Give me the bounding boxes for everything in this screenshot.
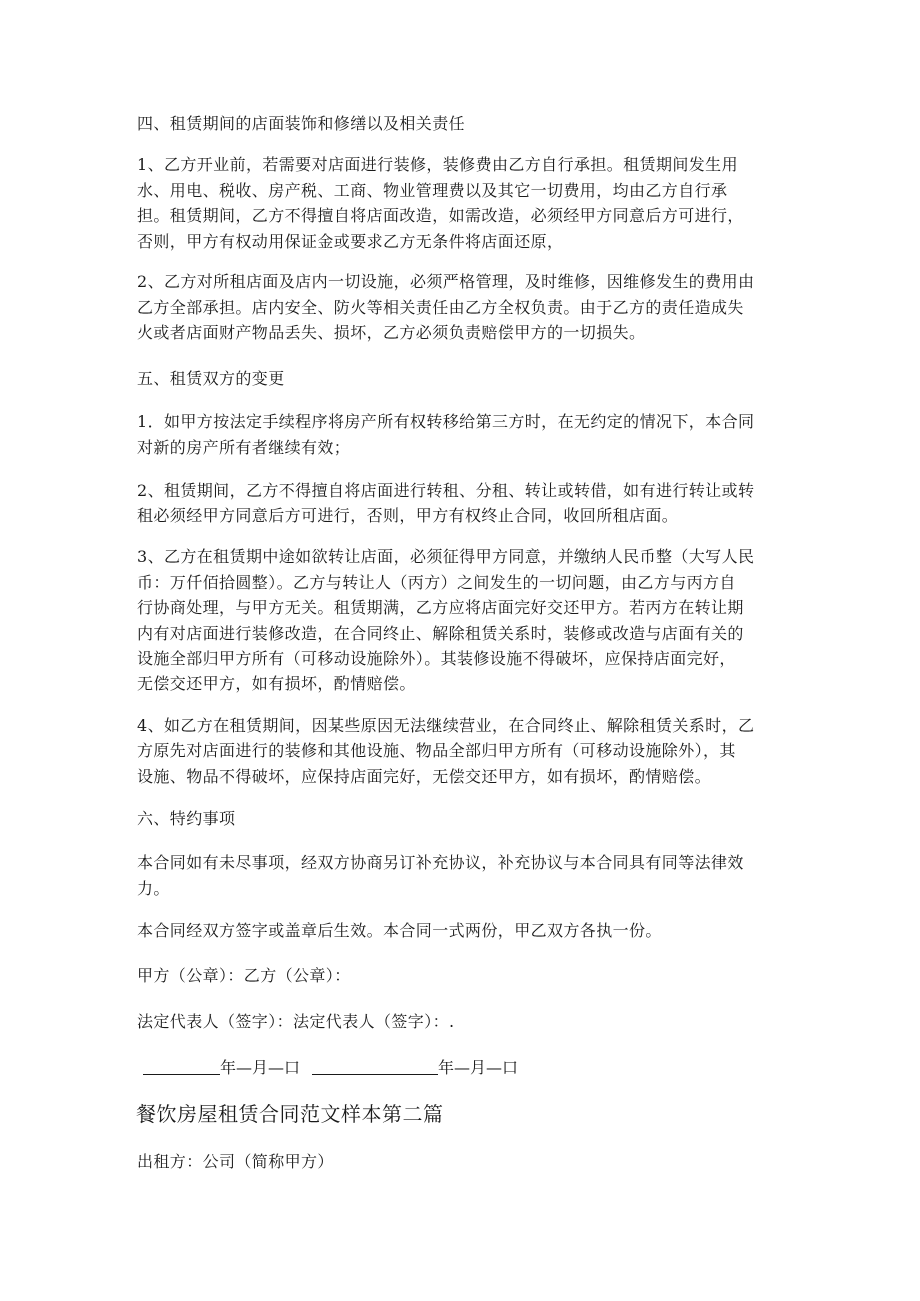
paragraph-line: 否则，甲方有权动用保证金或要求乙方无条件将店面还原， [137, 232, 564, 251]
paragraph-line: 本合同如有未尽事项，经双方协商另订补充协议，补充协议与本合同具有同等法律效 [137, 853, 744, 872]
paragraph-line: 火或者店面财产物品丢失、损坏，乙方必须负责赔偿甲方的一切损失。 [137, 323, 646, 342]
date-blank [312, 1058, 438, 1075]
paragraph-line: 设施全部归甲方所有（可移动设施除外）。其装修设施不得破坏，应保持店面完好， [137, 649, 736, 668]
signature-party-line: 甲方（公章）：乙方（公章）： [137, 966, 351, 985]
paragraph-line: 1、乙方开业前，若需要对店面进行装修，装修费由乙方自行承担。租赁期间发生用 [137, 155, 738, 174]
paragraph-line: 无偿交还甲方，如有损坏，酌情赔偿。 [137, 674, 416, 693]
paragraph-line: 3、乙方在租赁期中途如欲转让店面，必须征得甲方同意，并缴纳人民币整（大写人民 [137, 547, 755, 566]
paragraph-line: 1．如甲方按法定手续程序将房产所有权转移给第三方时，在无约定的情况下，本合同 [137, 412, 755, 431]
paragraph-line: 对新的房产所有者继续有效； [137, 438, 351, 457]
date-text-first: 年—月—口 [220, 1058, 301, 1077]
paragraph-line: 2、租赁期间，乙方不得擅自将店面进行转租、分租、转让或转借，如有进行转让或转 [137, 481, 755, 500]
paragraph-line: 2、乙方对所租店面及店内一切设施，必须严格管理，及时维修，因维修发生的费用由 [137, 272, 755, 291]
paragraph-line: 本合同经双方签字或盖章后生效。本合同一式两份，甲乙双方各执一份。 [137, 921, 662, 940]
paragraph-line: 内有对店面进行装修改造，在合同终止、解除租赁关系时，装修或改造与店面有关的 [137, 624, 744, 643]
date-text-second: 年—月—口 [438, 1058, 519, 1077]
paragraph-line: 租必须经甲方同意后方可进行，否则，甲方有权终止合同，收回所租店面。 [137, 506, 679, 525]
heading-section-6: 六、特约事项 [137, 809, 236, 828]
heading-section-5: 五、租赁双方的变更 [137, 369, 285, 388]
paragraph-line: 出租方：公司（简称甲方） [137, 1152, 334, 1171]
heading-section-4: 四、租赁期间的店面装饰和修缮以及相关责任 [137, 114, 466, 133]
paragraph-line: 4、如乙方在租赁期间，因某些原因无法继续营业，在合同终止、解除租赁关系时，乙 [137, 716, 755, 735]
paragraph-line: 力。 [137, 879, 170, 898]
paragraph-line: 乙方全部承担。店内安全、防火等相关责任由乙方全权负责。由于乙方的责任造成失 [137, 298, 744, 317]
section-title: 餐饮房屋租赁合同范文样本第二篇 [136, 1102, 444, 1126]
paragraph-line: 水、用电、税收、房产税、工商、物业管理费以及其它一切费用，均由乙方自行承 [137, 181, 728, 200]
paragraph-line: 担。租赁期间，乙方不得擅自将店面改造，如需改造，必须经甲方同意后方可进行， [137, 206, 744, 225]
signature-date-row [143, 1056, 518, 1078]
paragraph-line: 设施、物品不得破坏，应保持店面完好，无偿交还甲方，如有损坏，酌情赔偿。 [137, 767, 712, 786]
signature-representative-line: 法定代表人（签字）：法定代表人（签字）：. [137, 1012, 455, 1031]
paragraph-line: 方原先对店面进行的装修和其他设施、物品全部归甲方所有（可移动设施除外），其 [137, 741, 736, 760]
date-blank [143, 1058, 220, 1075]
paragraph-line: 币：万仟佰拾圆整）。乙方与转让人（丙方）之间发生的一切问题，由乙方与丙方自 [137, 573, 736, 592]
paragraph-line: 行协商处理，与甲方无关。租赁期满，乙方应将店面完好交还甲方。若丙方在转让期 [137, 598, 744, 617]
